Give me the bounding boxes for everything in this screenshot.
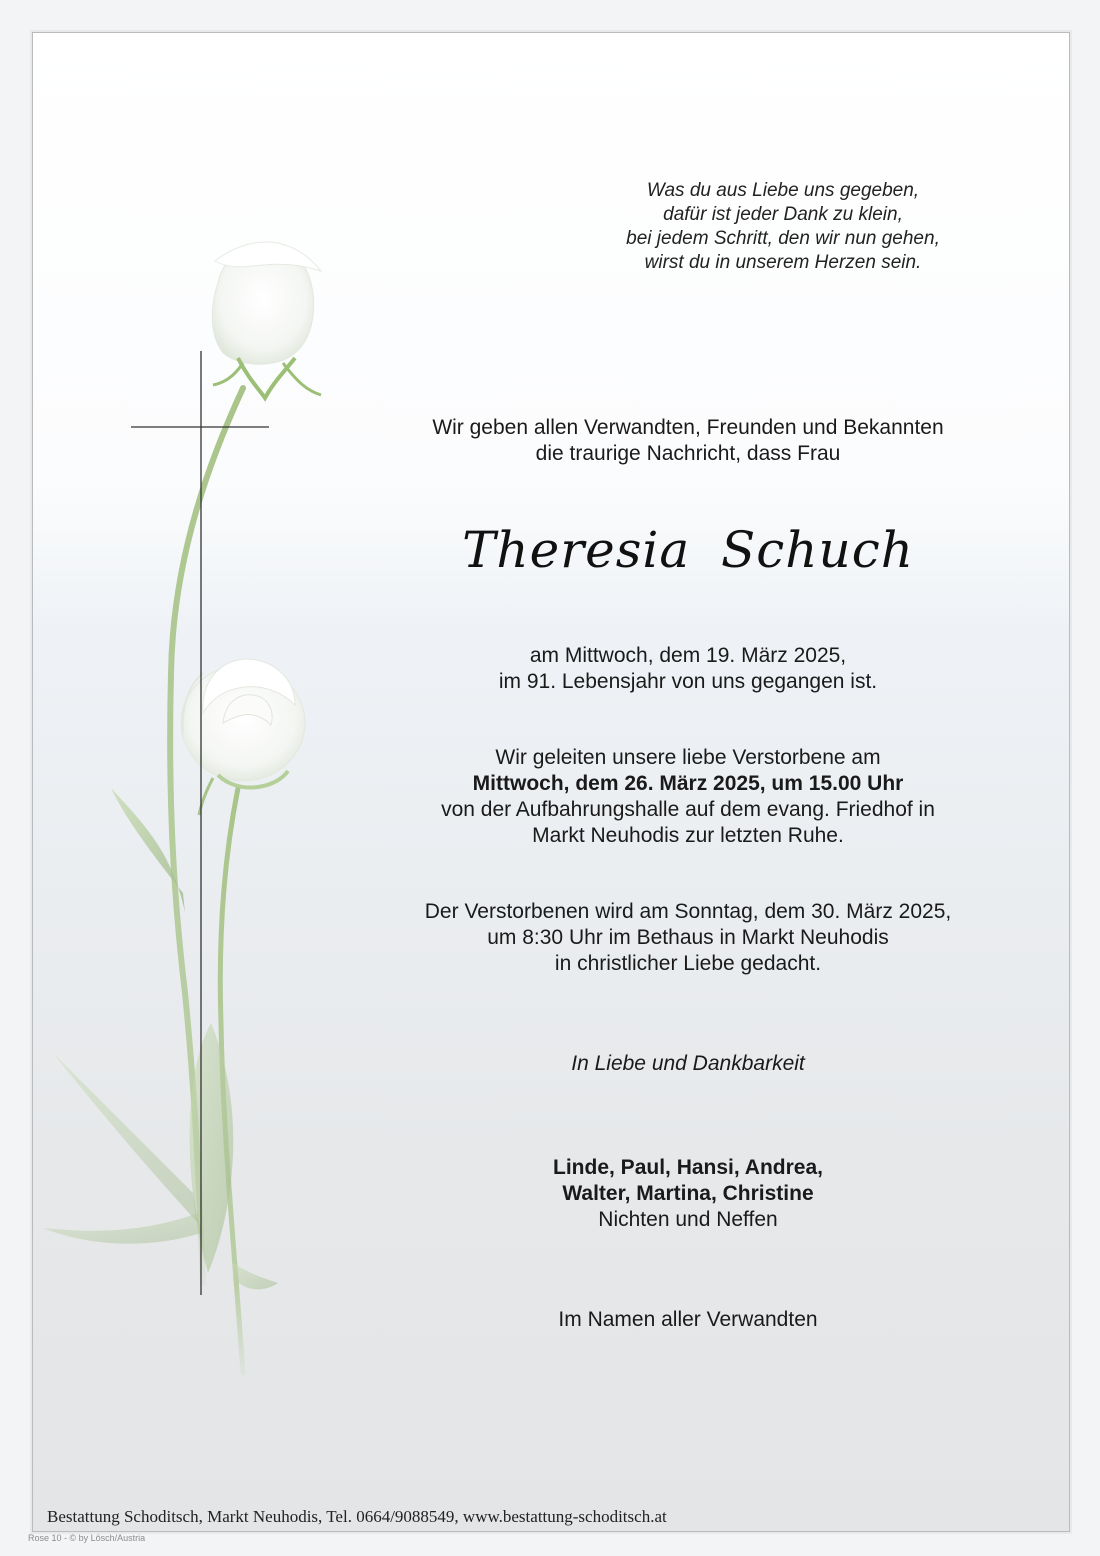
poem-line: wirst du in unserem Herzen sein. [644, 252, 922, 273]
upper-rose [212, 242, 321, 398]
funeral-date: Mittwoch, dem 26. März 2025, um 15.00 Uhr [472, 772, 904, 795]
poem-line: bei jedem Schritt, den wir nun gehen, [626, 228, 940, 249]
deceased-name: Theresia Schuch [462, 521, 914, 579]
funeral-line: Wir geleiten unsere liebe Verstorbene am [495, 746, 881, 769]
mourner-names: Linde, Paul, Hansi, Andrea, [553, 1156, 823, 1179]
poem-line: Was du aus Liebe uns gegeben, [646, 180, 920, 201]
rose-illustration [33, 33, 353, 1531]
memorial-line: um 8:30 Uhr im Bethaus in Markt Neuhodis [487, 926, 889, 949]
obituary-card [32, 32, 1070, 1532]
image-credit: Rose 10 - © by Lösch/Austria [28, 1533, 146, 1543]
leaf [43, 1213, 201, 1244]
intro-line: Wir geben allen Verwandten, Freunden und Bekannten [432, 416, 944, 439]
announcement-intro [363, 415, 1013, 467]
mourner-names: Walter, Martina, Christine [562, 1182, 814, 1205]
memorial-service [363, 899, 1013, 977]
funeral-line: Markt Neuhodis zur letzten Ruhe. [532, 824, 844, 847]
memorial-poem [573, 179, 993, 275]
leaf [233, 1263, 278, 1289]
death-line: im 91. Lebensjahr von uns gegangen ist. [498, 670, 878, 693]
leaf [53, 1053, 198, 1223]
memorial-line: Der Verstorbenen wird am Sonntag, dem 30. März 2025, [424, 900, 952, 923]
mourners [363, 1155, 1013, 1233]
funeral-details [363, 745, 1013, 849]
poem-line: dafür ist jeder Dank zu klein, [663, 204, 903, 225]
funeral-line: von der Aufbahrungshalle auf dem evang. Friedhof in [441, 798, 935, 821]
on-behalf-line: Im Namen aller Verwandten [558, 1308, 818, 1331]
death-notice [363, 643, 1013, 695]
lower-rose [181, 659, 305, 815]
intro-line: die traurige Nachricht, dass Frau [535, 442, 841, 465]
memorial-line: in christlicher Liebe gedacht. [554, 952, 822, 975]
death-line: am Mittwoch, dem 19. März 2025, [529, 644, 847, 667]
mourner-relation: Nichten und Neffen [598, 1208, 778, 1231]
obituary-text [363, 33, 1013, 1531]
leaf [190, 1023, 234, 1273]
funeral-home-footer: Bestattung Schoditsch, Markt Neuhodis, Tel. 0664/9088549, www.bestattung-schoditsch.at [47, 1507, 667, 1526]
gratitude-line: In Liebe und Dankbarkeit [571, 1052, 805, 1075]
